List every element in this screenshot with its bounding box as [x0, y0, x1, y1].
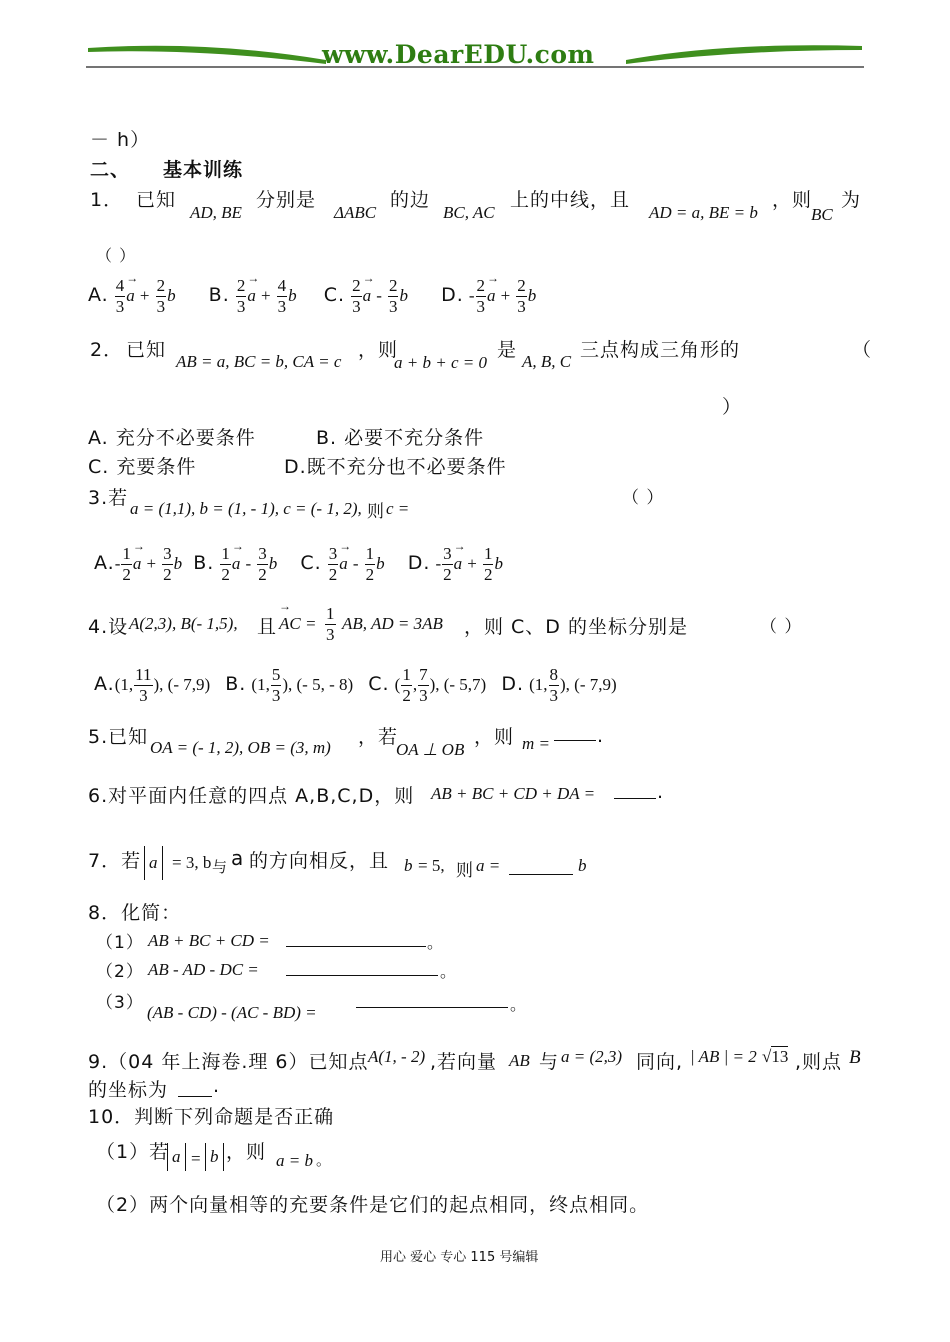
q1-options: [88, 276, 536, 317]
q1-text-2: 分别是: [256, 189, 317, 211]
q8-item-3-expr: (AB - CD) - (AC - BD) =: [147, 1003, 317, 1022]
q3-paren: （ ）: [622, 488, 665, 508]
q8-item-1-label: （1）: [96, 933, 144, 953]
fragment-text: － h）: [90, 129, 151, 151]
q9-sqrt-value: 13: [771, 1047, 789, 1066]
q4-option-b[interactable]: B. (1, $\frac{5}{3}$ ), (- 5, - 8): [225, 665, 354, 705]
q1-text-5: ，则: [772, 189, 813, 211]
q9-math-1: A(1, - 2): [368, 1047, 426, 1066]
q9-answer-blank[interactable]: [178, 1094, 212, 1097]
q5-answer-blank[interactable]: [554, 738, 596, 741]
q5-end: .: [597, 725, 605, 747]
q1-text-6: 为: [841, 189, 862, 211]
page-footer: 用心 爱心 专心 115 号编辑: [380, 1250, 539, 1265]
q2-option-a[interactable]: A. 充分不必要条件: [88, 427, 256, 449]
q3-math-1: a = (1,1), b = (1, - 1), c = (- 1, 2),: [130, 499, 362, 518]
q5-text-2: ，则: [474, 726, 515, 748]
q10-title: 10．判断下列命题是否正确: [88, 1106, 335, 1128]
q2-right-paren: ）: [722, 396, 743, 418]
q1-option[interactable]: B. $\frac{2}{3}$ → a + $\frac{4}{3}$ b: [209, 276, 297, 317]
q5-text-1: ，若: [358, 726, 399, 748]
q1-math-4: AD = a, BE = b: [649, 203, 758, 222]
q10-abs-b: b: [205, 1143, 224, 1171]
q10-equals: =: [191, 1149, 201, 1168]
q3-option[interactable]: A.- $\frac{1}{2}$ → a + $\frac{3}{2}$ b: [94, 544, 182, 585]
q10-item-1-label: （1）若: [96, 1141, 170, 1163]
q2-option-b[interactable]: B. 必要不充分条件: [316, 427, 485, 449]
q9-sqrt: [762, 1047, 788, 1067]
q3-math-2: c =: [386, 499, 410, 518]
q8-item-1-blank[interactable]: [286, 944, 426, 947]
q7-abs-a: a: [144, 846, 163, 880]
q1-text-1: 已知: [136, 189, 177, 211]
q4-math-1: A(2,3), B(- 1,5),: [129, 614, 238, 633]
q7-math-5: a =: [476, 856, 501, 875]
q4-fraction: $\frac{1}{3}$: [326, 604, 335, 644]
q4-math-2: → AC =: [279, 614, 316, 634]
sqrt-icon: √: [762, 1047, 772, 1066]
q3-option[interactable]: B. $\frac{1}{2}$ → a - $\frac{3}{2}$ b: [193, 544, 277, 585]
q1-math-1: AD, BE: [190, 203, 242, 222]
q8-item-2-blank[interactable]: [286, 973, 438, 976]
q1-math-2: ΔABC: [334, 203, 377, 222]
q5-math-3: m =: [522, 734, 550, 753]
q2-text-3: 是: [497, 339, 518, 361]
section-number: 二、: [90, 159, 131, 181]
q8-item-1-expr: AB + BC + CD =: [148, 931, 270, 950]
q7-text-2: 的方向相反，且: [249, 850, 390, 872]
q9-text-1: 9.（04 年上海卷.理 6）已知点: [88, 1051, 369, 1073]
q7-math-2: = 3, b: [172, 853, 212, 872]
q1-text-3: 的边: [390, 189, 431, 211]
q2-math-3: A, B, C: [522, 352, 572, 371]
q1-number: 1．: [90, 189, 124, 211]
q9-math-4: | AB | = 2: [690, 1047, 757, 1066]
q4-number: 4.设: [88, 616, 129, 638]
q7-text-a: a: [231, 846, 245, 870]
q2-text-1: 已知: [126, 339, 167, 361]
q9-math-3: a = (2,3): [561, 1047, 623, 1066]
q7-answer-blank[interactable]: [509, 873, 573, 875]
q4-paren: （ ）: [760, 617, 803, 637]
q9-line-2: 的坐标为: [88, 1079, 169, 1101]
q2-option-d[interactable]: D.既不充分也不必要条件: [284, 456, 507, 478]
q8-item-1-end: 。: [427, 933, 445, 952]
q10-item-1-then: ，则: [226, 1141, 267, 1163]
q8-item-2-expr: AB - AD - DC =: [148, 960, 259, 979]
q3-option[interactable]: D. - $\frac{3}{2}$ → a + $\frac{1}{2}$ b: [408, 544, 503, 585]
q4-option-a[interactable]: A.(1, $\frac{11}{3}$ ), (- 7,9): [94, 665, 211, 705]
q9-text-3: 与: [539, 1051, 560, 1073]
q6-answer-blank[interactable]: [614, 796, 656, 799]
q9-math-5: B: [849, 1047, 861, 1068]
q1-option[interactable]: C. $\frac{2}{3}$ → a - $\frac{2}{3}$ b: [324, 276, 408, 317]
q10-item-2: （2）两个向量相等的充要条件是它们的起点相同，终点相同。: [96, 1194, 650, 1216]
q8-item-2-end: 。: [440, 962, 458, 981]
q1-text-4: 上的中线，且: [510, 189, 631, 211]
q3-option[interactable]: C. $\frac{3}{2}$ → a - $\frac{1}{2}$ b: [300, 544, 384, 585]
q10-item-1-end: 。: [316, 1151, 333, 1169]
q2-math-2: a + b + c = 0: [394, 353, 487, 372]
q9-math-2: AB: [509, 1051, 530, 1070]
q7-text-1: 7．若: [88, 850, 142, 872]
q4-text-2: ，则 C、D 的坐标分别是: [464, 616, 688, 638]
q4-math-3: AB, AD = 3AB: [342, 614, 443, 633]
q1-option[interactable]: A. $\frac{4}{3}$ → a + $\frac{2}{3}$ b: [88, 276, 176, 317]
q3-options: [94, 544, 503, 585]
q9-text-4: 同向,: [636, 1051, 684, 1073]
q7-math-3: b: [404, 856, 413, 875]
q1-math-3: BC, AC: [443, 203, 495, 222]
q8-title: 8．化简：: [88, 902, 182, 924]
q9-text-5: ,则点: [795, 1051, 843, 1073]
q4-option-d[interactable]: D. (1, $\frac{8}{3}$ ), (- 7,9): [501, 665, 617, 705]
q7-text-yu: 与: [212, 860, 228, 876]
left-swoosh: [88, 46, 326, 64]
q4-option-c[interactable]: C. ( $\frac{1}{2}$ , $\frac{7}{3}$ ), (- 5,7): [368, 665, 487, 705]
q1-paren: （ ）: [96, 246, 137, 265]
q6-math: AB + BC + CD + DA =: [431, 784, 596, 803]
q2-option-c[interactable]: C. 充要条件: [88, 456, 197, 478]
q10-abs-a: a: [167, 1143, 186, 1171]
site-logo: www.DearEDU.com: [322, 40, 595, 69]
q2-left-paren: （: [852, 339, 873, 361]
q8-item-3-end: 。: [510, 995, 528, 1014]
right-swoosh: [626, 45, 862, 64]
q5-number: 5.已知: [88, 726, 149, 748]
q1-math-5: BC: [811, 205, 833, 224]
q10-item-1-math: a = b: [276, 1151, 313, 1170]
q1-option[interactable]: D. - $\frac{2}{3}$ → a + $\frac{2}{3}$ b: [441, 276, 536, 317]
q4-options: [94, 665, 617, 706]
q2-text-4: 三点构成三角形的: [580, 339, 741, 361]
q7-math-6: b: [578, 856, 587, 875]
q6-text: 6.对平面内任意的四点 A,B,C,D，则: [88, 785, 415, 807]
q8-item-3-label: （3）: [96, 993, 144, 1013]
q3-text-1: 则: [367, 502, 385, 522]
section-title: 基本训练: [163, 159, 244, 181]
q7-math-4: = 5,: [418, 856, 445, 875]
q6-end: .: [657, 781, 665, 803]
q9-text-2: ,若向量: [430, 1051, 498, 1073]
q3-number: 3.若: [88, 487, 129, 509]
q2-text-2: ，则: [358, 339, 399, 361]
q5-math-2: OA ⊥ OB: [396, 740, 465, 759]
q5-math-1: OA = (- 1, 2), OB = (3, m): [150, 738, 331, 757]
q9-end: .: [213, 1075, 221, 1097]
q7-text-ze: 则: [456, 861, 473, 880]
q2-number: 2．: [90, 339, 124, 361]
q8-item-2-label: （2）: [96, 962, 144, 982]
q4-text-1: 且: [257, 616, 278, 638]
q8-item-3-blank[interactable]: [356, 1006, 508, 1008]
q2-math-1: AB = a, BC = b, CA = c: [176, 352, 342, 371]
